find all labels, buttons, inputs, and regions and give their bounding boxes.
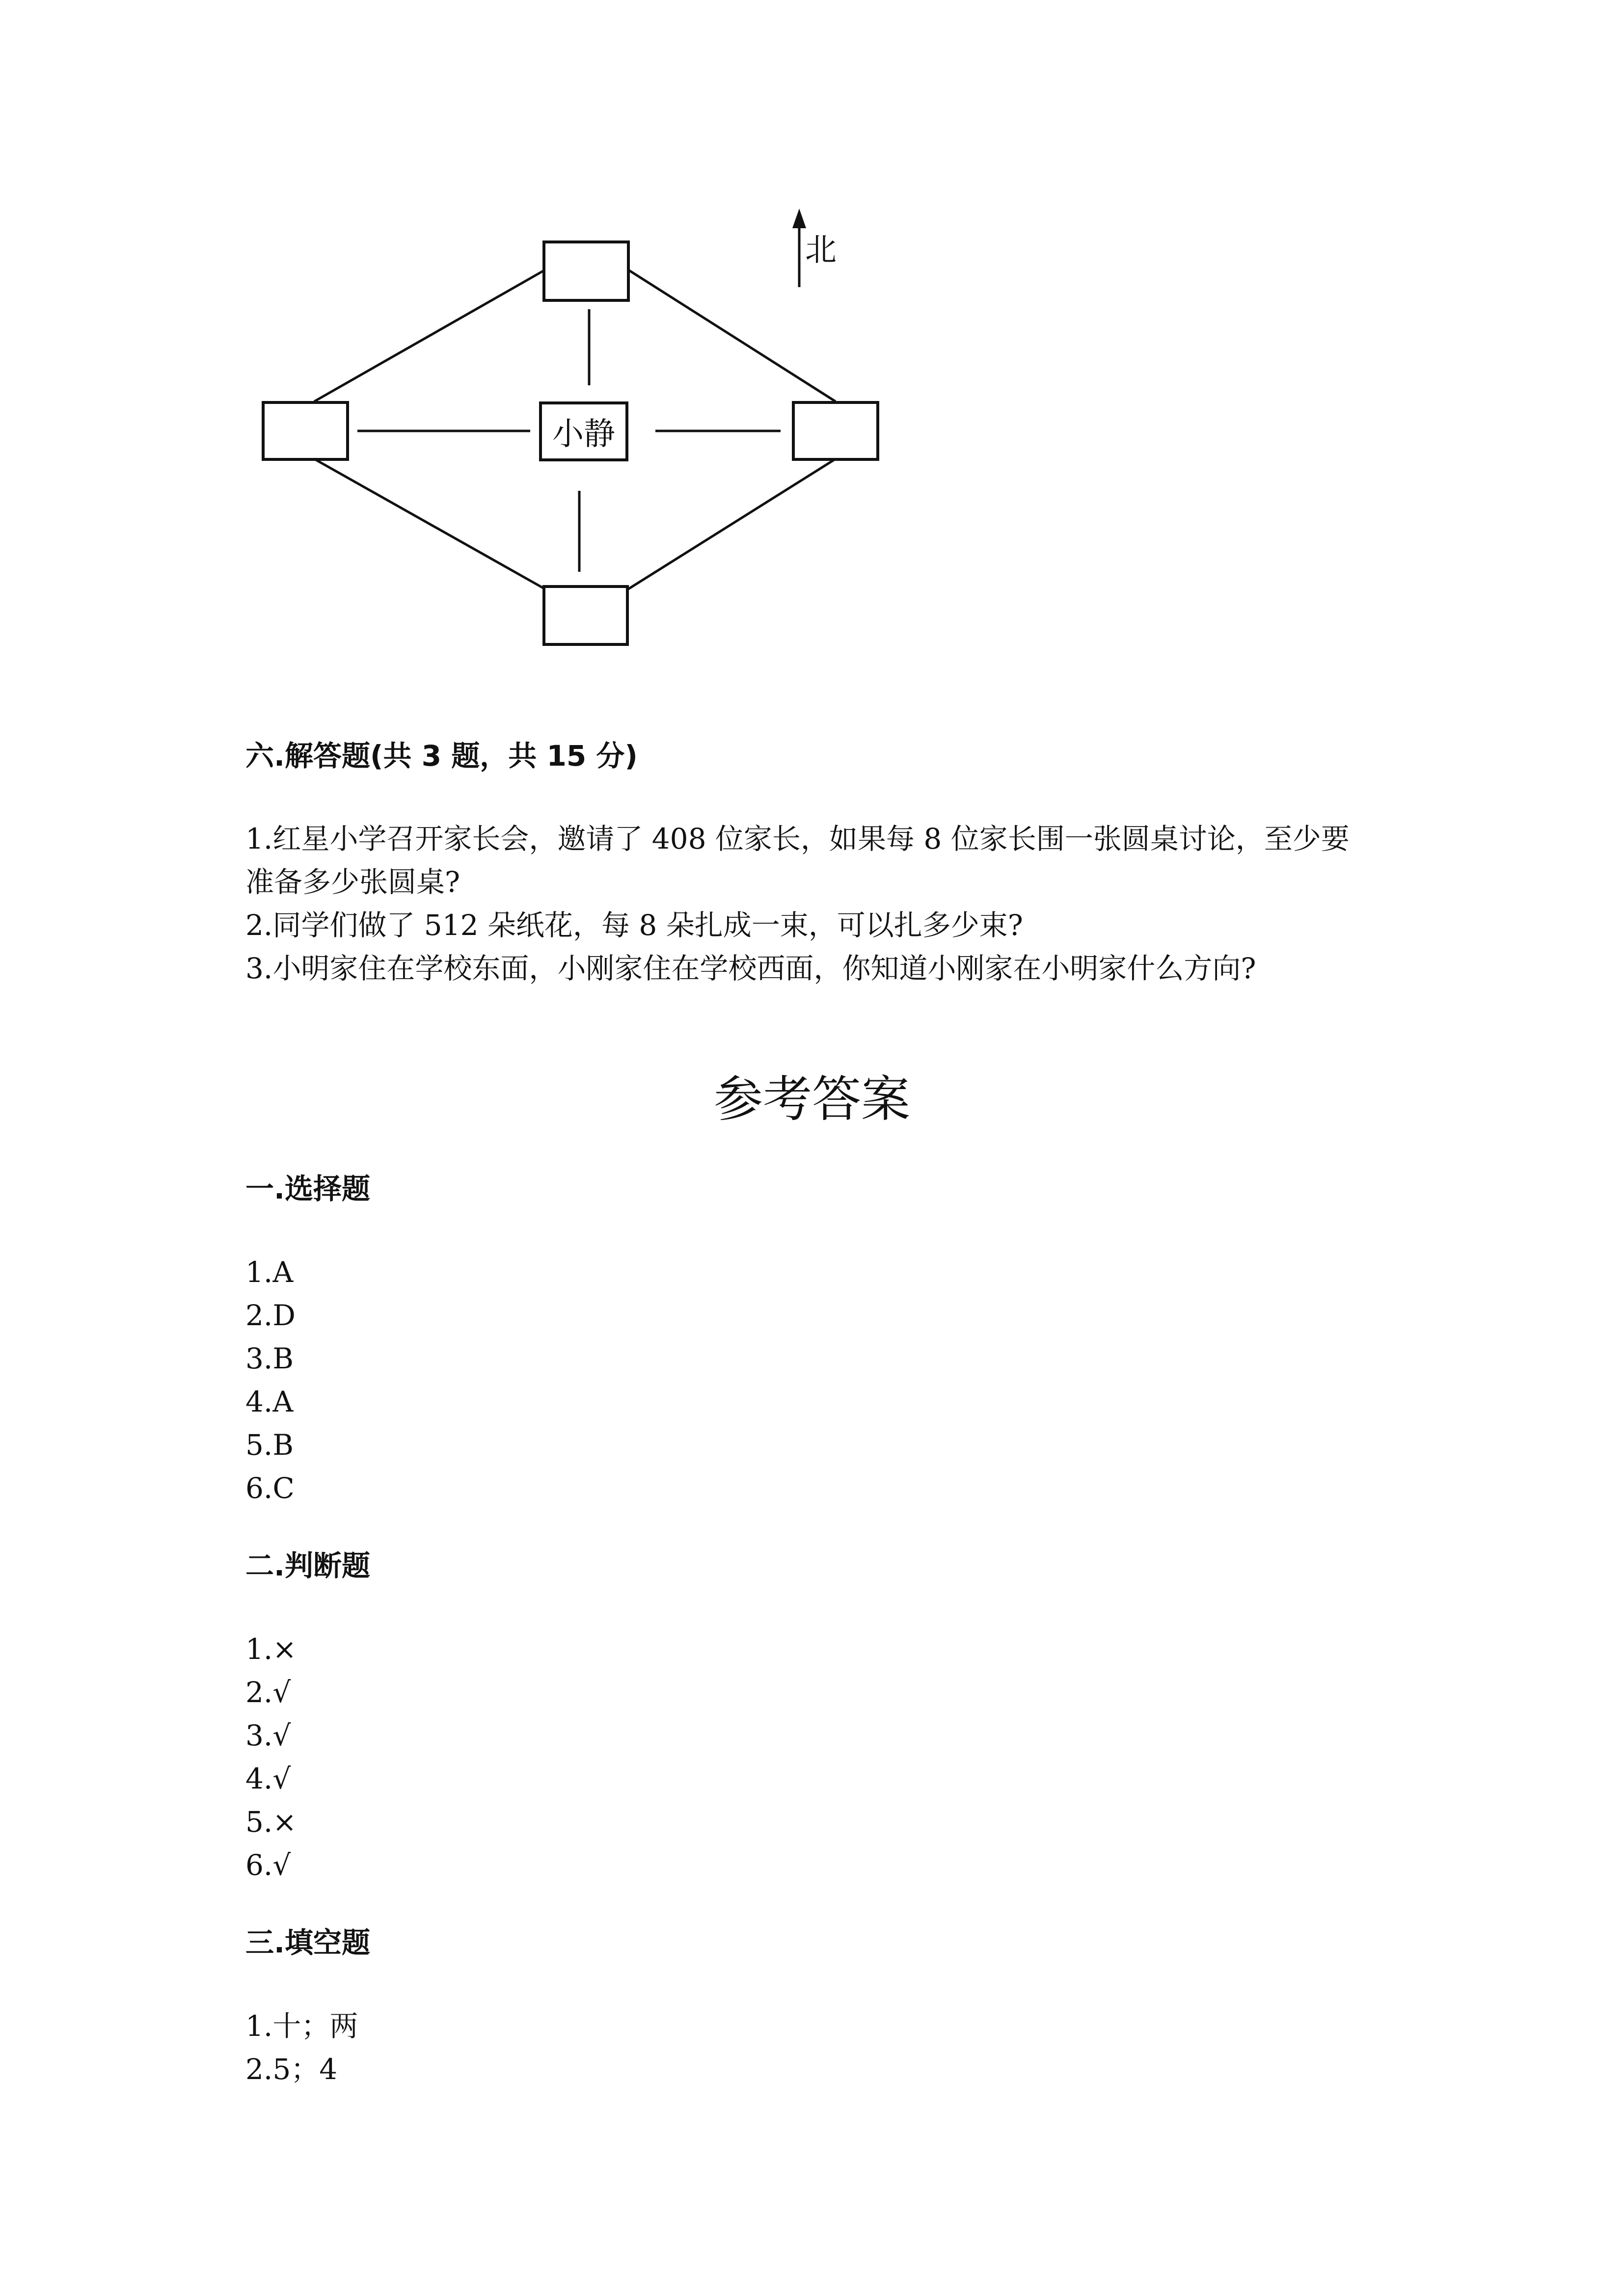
question-3: 3.小明家住在学校东面，小刚家住在学校西面，你知道小刚家在小明家什么方向? — [245, 952, 1256, 985]
section-six — [245, 736, 1375, 775]
edge-south-west — [314, 459, 545, 589]
answers-part-3 — [245, 1923, 1375, 1962]
answers-part-2 — [245, 1546, 1375, 1585]
list-item: 3.B — [245, 1342, 294, 1375]
list-item: 1.× — [245, 1632, 297, 1666]
west-box — [262, 401, 349, 461]
part-2-heading: 二.判断题 — [245, 1549, 371, 1582]
list-item: 2.√ — [245, 1676, 291, 1709]
center-label: 小静 — [552, 416, 615, 453]
list-item: 2.D — [245, 1299, 296, 1332]
answers-part-1-list — [245, 1251, 1375, 1510]
direction-diagram — [0, 0, 1624, 712]
east-box — [792, 401, 879, 461]
list-item: 4.A — [245, 1385, 294, 1418]
list-item: 5.× — [245, 1805, 297, 1839]
list-item: 1.十；两 — [245, 2009, 358, 2043]
answer-key-title: 参考答案 — [714, 1070, 910, 1128]
diagram-lines — [0, 0, 1624, 712]
part-1-heading: 一.选择题 — [245, 1172, 371, 1205]
edge-north-west — [314, 270, 545, 401]
question-2: 2.同学们做了 512 朵纸花，每 8 朵扎成一束，可以扎多少束? — [245, 908, 1023, 942]
south-box — [542, 585, 629, 646]
list-item: 3.√ — [245, 1719, 291, 1752]
question-1: 1.红星小学召开家长会，邀请了 408 位家长，如果每 8 位家长围一张圆桌讨论，至少要准备多少张圆桌? — [245, 822, 1350, 899]
answers-part-3-list — [245, 2004, 1375, 2091]
part-3-heading: 三.填空题 — [245, 1926, 371, 1959]
answers-part-1 — [245, 1169, 1375, 1208]
edge-north-east — [628, 270, 836, 401]
section-six-heading: 六.解答题(共 3 题，共 15 分) — [245, 739, 638, 773]
center-box-xiaojing — [539, 401, 628, 461]
list-item: 6.C — [245, 1471, 295, 1505]
list-item: 5.B — [245, 1428, 294, 1462]
north-box — [542, 240, 630, 302]
north-label: 北 — [805, 232, 837, 268]
list-item: 6.√ — [245, 1848, 291, 1882]
answers-part-2-list — [245, 1628, 1375, 1887]
list-item: 1.A — [245, 1255, 294, 1289]
list-item: 4.√ — [245, 1762, 291, 1795]
list-item: 2.5；4 — [245, 2053, 338, 2086]
edge-south-east — [628, 459, 836, 589]
north-arrow-icon — [792, 209, 806, 228]
section-six-questions — [245, 817, 1365, 990]
